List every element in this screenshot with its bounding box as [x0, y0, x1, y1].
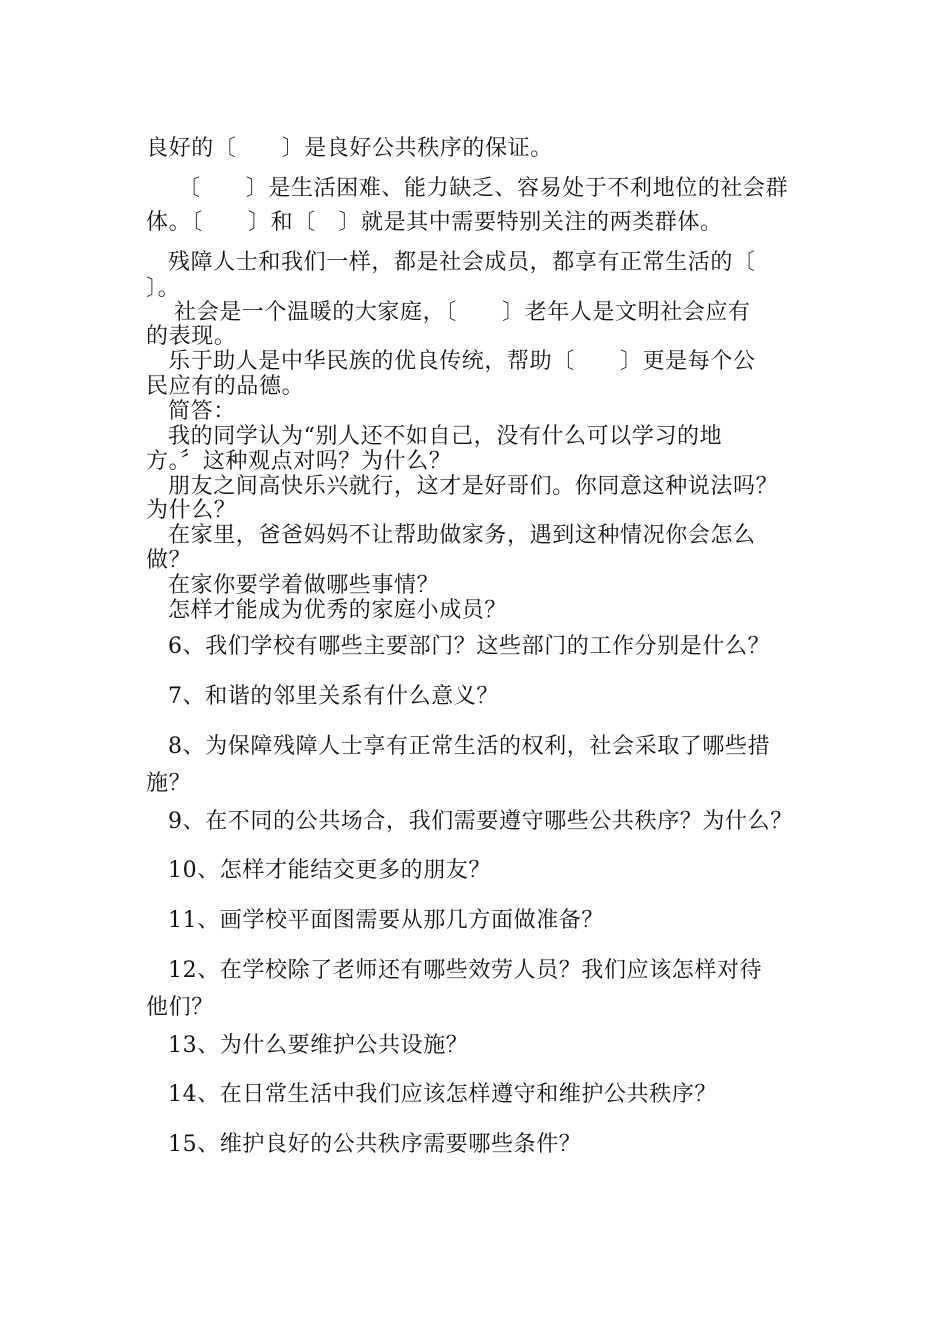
fill-blank-4-line-2: 的表现。: [146, 324, 237, 349]
question-1-line-1: 我的同学认为“别人还不如自己，没有什么可以学习的地: [168, 424, 723, 449]
question-9: 9、在不同的公共场合，我们需要遵守哪些公共秩序？为什么？: [168, 809, 793, 834]
question-1-line-2: 方。〞这种观点对吗？为什么？: [146, 449, 452, 474]
question-2-line-2: 为什么？: [146, 498, 237, 523]
fill-blank-4-line-1: 社会是一个温暖的大家庭，〔 〕老年人是文明社会应有: [174, 300, 751, 325]
question-13: 13、为什么要维护公共设施？: [168, 1033, 469, 1058]
question-12-line-1: 12、在学校除了老师还有哪些效劳人员？我们应该怎样对待: [168, 958, 763, 983]
question-10: 10、怎样才能结交更多的朋友？: [168, 858, 491, 883]
fill-blank-3-line-2: 〕。: [146, 276, 181, 301]
question-14: 14、在日常生活中我们应该怎样遵守和维护公共秩序？: [168, 1082, 717, 1107]
question-4: 在家你要学着做哪些事情？: [168, 573, 440, 598]
question-8-line-2: 施？: [146, 771, 192, 796]
fill-blank-5-line-1: 乐于助人是中华民族的优良传统，帮助〔 〕更是每个公: [168, 349, 756, 374]
question-5: 怎样才能成为优秀的家庭小成员？: [168, 598, 508, 623]
fill-blank-2-line-1: 〔 〕是生活困难、能力缺乏、容易处于不利地位的社会群: [178, 176, 789, 201]
question-7: 7、和谐的邻里关系有什么意义？: [168, 684, 499, 709]
question-8-line-1: 8、为保障残障人士享有正常生活的权利，社会采取了哪些措: [168, 734, 771, 759]
fill-blank-1: 良好的〔 〕是良好公共秩序的保证。: [146, 136, 553, 161]
fill-blank-2-line-2: 体。〔 〕和〔 〕就是其中需要特别关注的两类群体。: [146, 210, 723, 235]
question-12-line-2: 他们？: [146, 995, 214, 1020]
question-6: 6、我们学校有哪些主要部门？这些部门的工作分别是什么？: [168, 634, 771, 659]
question-11: 11、画学校平面图需要从那几方面做准备？: [168, 908, 604, 933]
question-2-line-1: 朋友之间高快乐兴就行，这才是好哥们。你同意这种说法吗？: [168, 474, 779, 499]
section-heading-short-answer: 简答：: [168, 399, 236, 424]
question-3-line-1: 在家里，爸爸妈妈不让帮助做家务，遇到这种情况你会怎么: [168, 523, 756, 548]
fill-blank-5-line-2: 民应有的品德。: [146, 374, 305, 399]
question-15: 15、维护良好的公共秩序需要哪些条件？: [168, 1132, 582, 1157]
question-3-line-2: 做？: [146, 548, 192, 573]
fill-blank-3-line-1: 残障人士和我们一样，都是社会成员，都享有正常生活的〔: [168, 250, 756, 275]
